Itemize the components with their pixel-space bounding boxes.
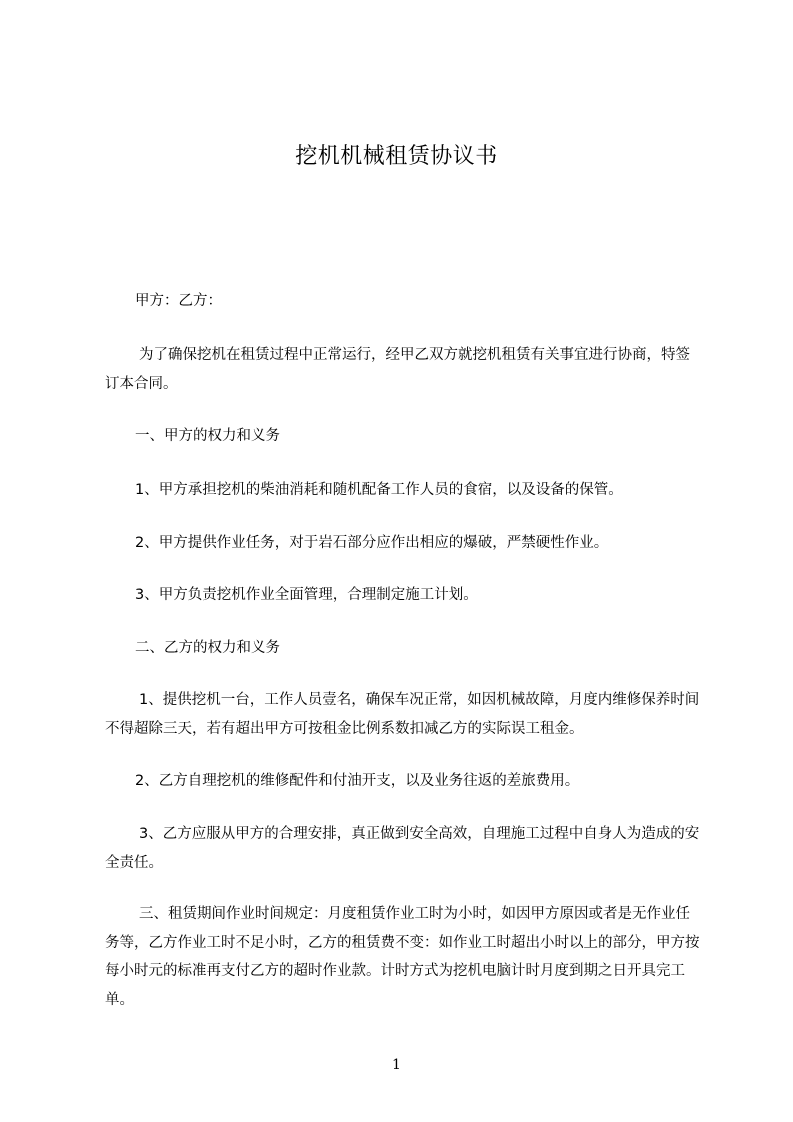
section1-item2: 2、甲方提供作业任务，对于岩石部分应作出相应的爆破，严禁硬性作业。 <box>135 535 609 551</box>
section3-paragraph: 三、租赁期间作业时间规定：月度租赁作业工时为小时，如因甲方原因或者是无作业任务等，乙方作业工时不足小时，乙方的租赁费不变：如作业工时超出小时以上的部分，甲方按每小时元的标准再支付乙方的超时作业款。计时方式为挖机电脑计时月度到期之日开具完工单。 <box>105 906 700 1008</box>
section1-heading: 一、甲方的权力和义务 <box>135 428 280 444</box>
page-number: 1 <box>392 1057 401 1073</box>
section1-item1: 1、甲方承担挖机的柴油消耗和随机配备工作人员的食宿，以及设备的保管。 <box>135 482 623 498</box>
section1-item3: 3、甲方负责挖机作业全面管理，合理制定施工计划。 <box>135 587 478 603</box>
section2-item1: 1、提供挖机一台，工作人员壹名，确保车况正常，如因机械故障，月度内维修保养时间不得超除三天，若有超出甲方可按租金比例系数扣减乙方的实际误工租金。 <box>105 692 700 737</box>
section2-item2: 2、乙方自理挖机的维修配件和付油开支，以及业务往返的差旅费用。 <box>135 773 580 789</box>
document-title: 挖机机械租赁协议书 <box>295 144 498 169</box>
section2-heading: 二、乙方的权力和义务 <box>135 640 280 656</box>
intro-paragraph: 为了确保挖机在租赁过程中正常运行，经甲乙双方就挖机租赁有关事宜进行协商，特签订本合同。 <box>105 347 690 392</box>
parties-line: 甲方：乙方： <box>135 293 222 309</box>
section2-item3: 3、乙方应服从甲方的合理安排，真正做到安全高效，自理施工过程中自身人为造成的安全责任。 <box>105 826 700 871</box>
